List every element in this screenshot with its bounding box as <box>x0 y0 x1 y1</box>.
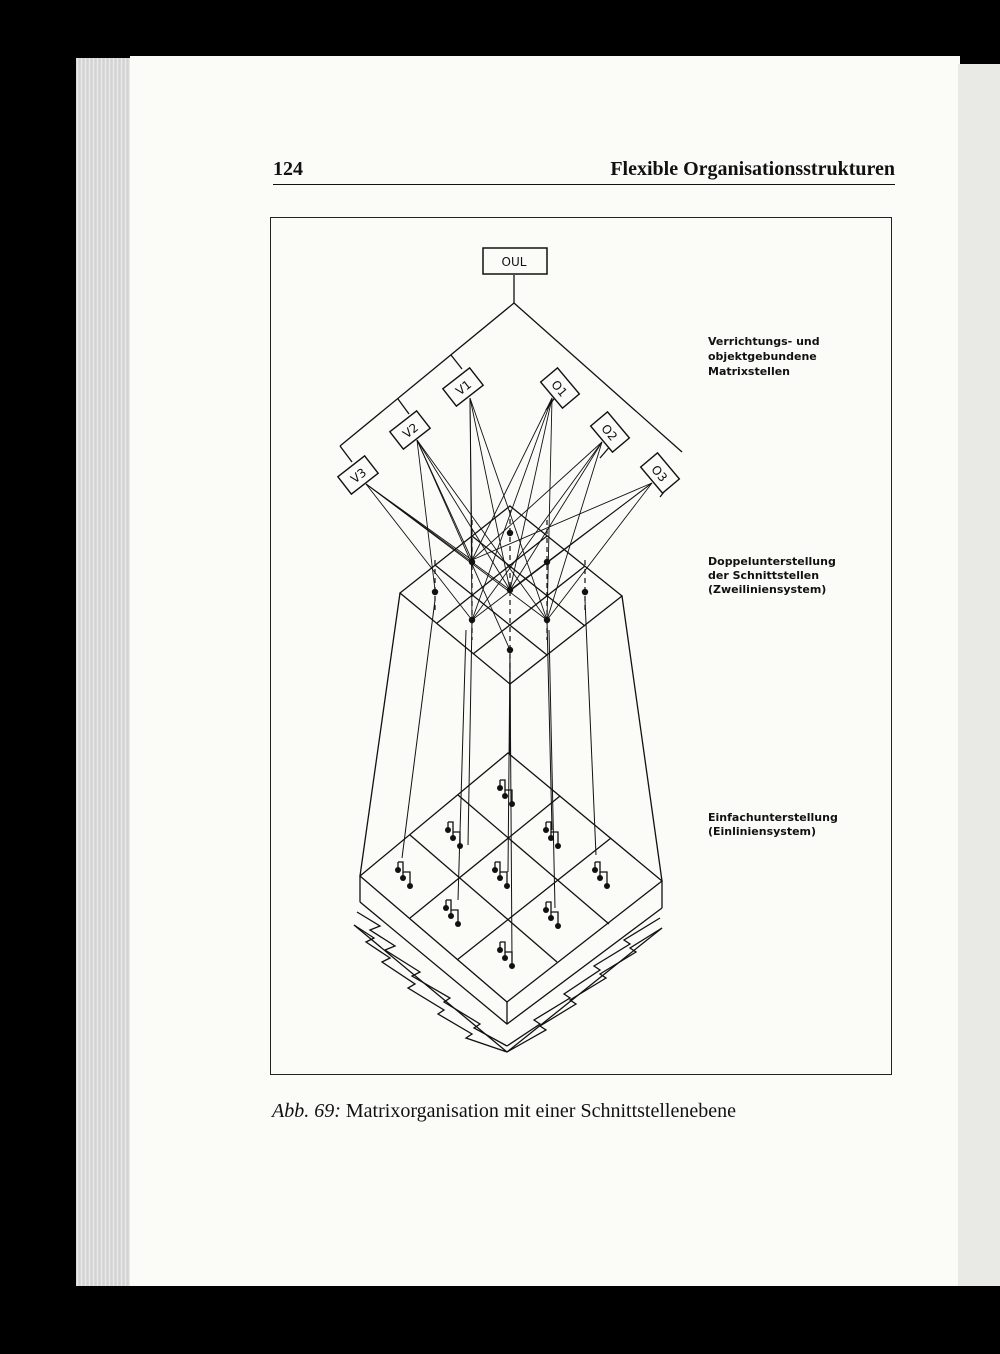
node-v1 <box>443 368 483 406</box>
cell-node-dot <box>450 835 456 841</box>
oul-label: OUL <box>501 255 527 269</box>
cell-node-dot <box>509 801 515 807</box>
node-v1-label: V1 <box>453 377 475 399</box>
running-title: Flexible Organisationsstrukturen <box>610 158 895 180</box>
caption-text: Matrixorganisation mit einer Schnittstellenebene <box>345 1100 736 1122</box>
figure-number: Abb. 69: <box>272 1100 341 1122</box>
cell-node-dot <box>497 785 503 791</box>
interface-node-dot <box>507 647 513 653</box>
interface-node-dot <box>544 617 550 623</box>
cell-node-dot <box>455 921 461 927</box>
cell-node-dot <box>448 913 454 919</box>
single-subordination-line <box>468 620 472 845</box>
annotation-line: Einfachunterstellung <box>708 811 838 824</box>
annotation-double-subordination <box>708 555 836 596</box>
interface-node-dot <box>582 589 588 595</box>
cell-node-dot <box>543 827 549 833</box>
single-subordination-line <box>510 660 512 960</box>
cell-node-dot <box>395 867 401 873</box>
cell-node-dot <box>407 883 413 889</box>
node-v2 <box>390 411 430 449</box>
matrix-connection-line <box>472 483 652 620</box>
single-subordination-line <box>549 630 555 908</box>
page-number: 124 <box>273 158 303 180</box>
annotation-line: der Schnittstellen <box>708 569 820 582</box>
interface-node-dot <box>544 559 550 565</box>
node-o2 <box>591 412 630 452</box>
cell-node-dot <box>597 875 603 881</box>
node-v2-label: V2 <box>400 420 422 442</box>
matrix-connection-line <box>510 442 602 590</box>
cell-node-dot <box>497 947 503 953</box>
node-o3-label: O3 <box>648 462 671 485</box>
matrix-connection-line <box>547 398 552 620</box>
cell-node-dot <box>502 955 508 961</box>
node-o1-label: O1 <box>548 377 571 400</box>
cell-node-dot <box>504 883 510 889</box>
annotation-single-subordination <box>708 811 838 838</box>
single-subordination-line <box>402 600 435 858</box>
cell-node-dot <box>445 827 451 833</box>
node-v3-label: V3 <box>348 465 370 487</box>
node-o2-label: O2 <box>598 421 621 444</box>
annotation-matrix-positions <box>708 335 820 378</box>
cell-node-dot <box>604 883 610 889</box>
node-o1 <box>541 368 580 408</box>
interface-node-dot <box>469 559 475 565</box>
interface-node-dot <box>432 589 438 595</box>
cell-node-dot <box>457 843 463 849</box>
cell-node-dot <box>497 875 503 881</box>
cell-node-dot <box>492 867 498 873</box>
interface-node-dot <box>507 530 513 536</box>
matrix-connection-line <box>547 483 652 620</box>
annotation-line: objektgebundene <box>708 350 817 363</box>
figure-caption <box>272 1100 892 1123</box>
annotation-line: Verrichtungs- und <box>708 335 820 348</box>
cell-node-dot <box>555 923 561 929</box>
annotation-line: (Zweiliniensystem) <box>708 583 827 596</box>
matrix-connection-line <box>547 442 602 620</box>
annotation-line: Matrixstellen <box>708 365 791 378</box>
cell-node-dot <box>555 843 561 849</box>
interface-node-dot <box>507 587 513 593</box>
matrix-connection-line <box>472 398 552 560</box>
cell-node-dot <box>443 905 449 911</box>
cell-node-dot <box>548 835 554 841</box>
cell-node-dot <box>592 867 598 873</box>
cell-node-dot <box>400 875 406 881</box>
cell-node-dot <box>548 915 554 921</box>
annotation-line: Doppelunterstellung <box>708 555 836 568</box>
annotation-line: (Einliniensystem) <box>708 825 817 838</box>
single-subordination-line <box>458 630 466 900</box>
cell-node-dot <box>543 907 549 913</box>
cell-node-dot <box>509 963 515 969</box>
cell-node-dot <box>502 793 508 799</box>
interface-node-dot <box>469 617 475 623</box>
single-subordination-line <box>585 600 596 855</box>
